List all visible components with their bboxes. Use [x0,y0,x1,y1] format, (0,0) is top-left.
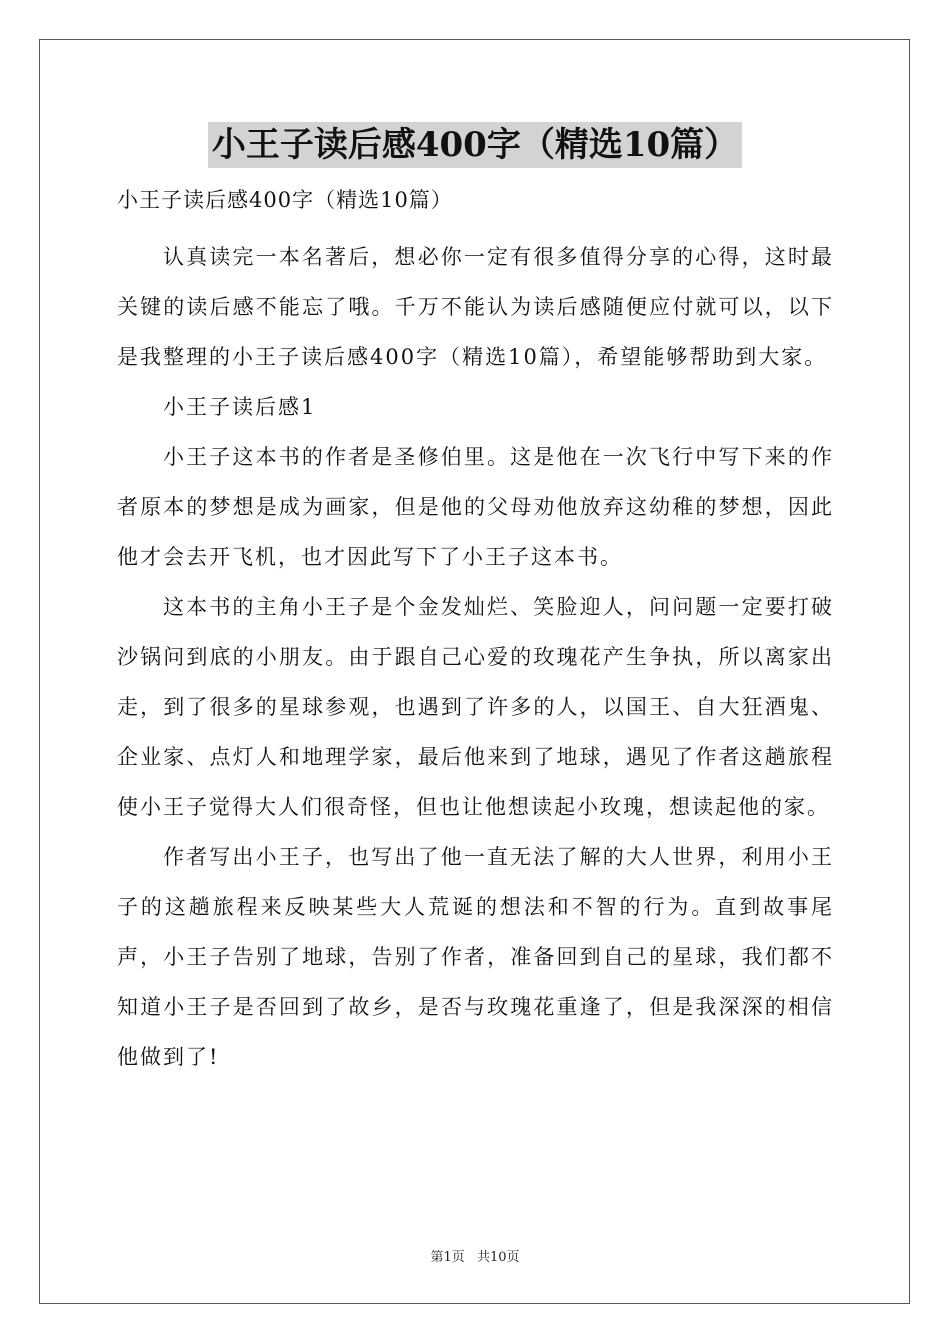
page-total: 共10页 [476,1250,520,1265]
paragraph: 这本书的主角小王子是个金发灿烂、笑脸迎人，问问题一定要打破沙锅问到底的小朋友。由于跟自己心爱的玫瑰花产生争执，所以离家出走，到了很多的星球参观，也遇到了许多的人，以国王、自大狂酒鬼、企业家、点灯人和地理学家，最后他来到了地球，遇见了作者这趟旅程使小王子觉得大人们很奇怪，但也让他想读起小玫瑰，想读起他的家。 [117,595,834,819]
document-title: 小王子读后感400字（精选10篇） [208,122,742,168]
page-footer [0,1246,950,1265]
paragraph: 小王子这本书的作者是圣修伯里。这是他在一次飞行中写下来的作者原本的梦想是成为画家，但是他的父母劝他放弃这幼稚的梦想，因此他才会去开飞机，也才因此写下了小王子这本书。 [117,445,834,569]
document-subtitle: 小王子读后感400字（精选10篇） [117,188,453,212]
section-heading: 小王子读后感1 [163,395,317,419]
document-body [117,182,834,1082]
paragraph-intro: 认真读完一本名著后，想必你一定有很多值得分享的心得，这时最关键的读后感不能忘了哦。千万不能认为读后感随便应付就可以，以下是我整理的小王子读后感400字（精选10篇），希望能够帮助到大家。 [117,245,834,369]
page-number: 第1页 [430,1250,465,1265]
paragraph: 作者写出小王子，也写出了他一直无法了解的大人世界，利用小王子的这趟旅程来反映某些大人荒诞的想法和不智的行为。直到故事尾声，小王子告别了地球，告别了作者，准备回到自己的星球，我们都不知道小王子是否回到了故乡，是否与玫瑰花重逢了，但是我深深的相信他做到了! [117,845,834,1069]
title-container [0,122,950,168]
